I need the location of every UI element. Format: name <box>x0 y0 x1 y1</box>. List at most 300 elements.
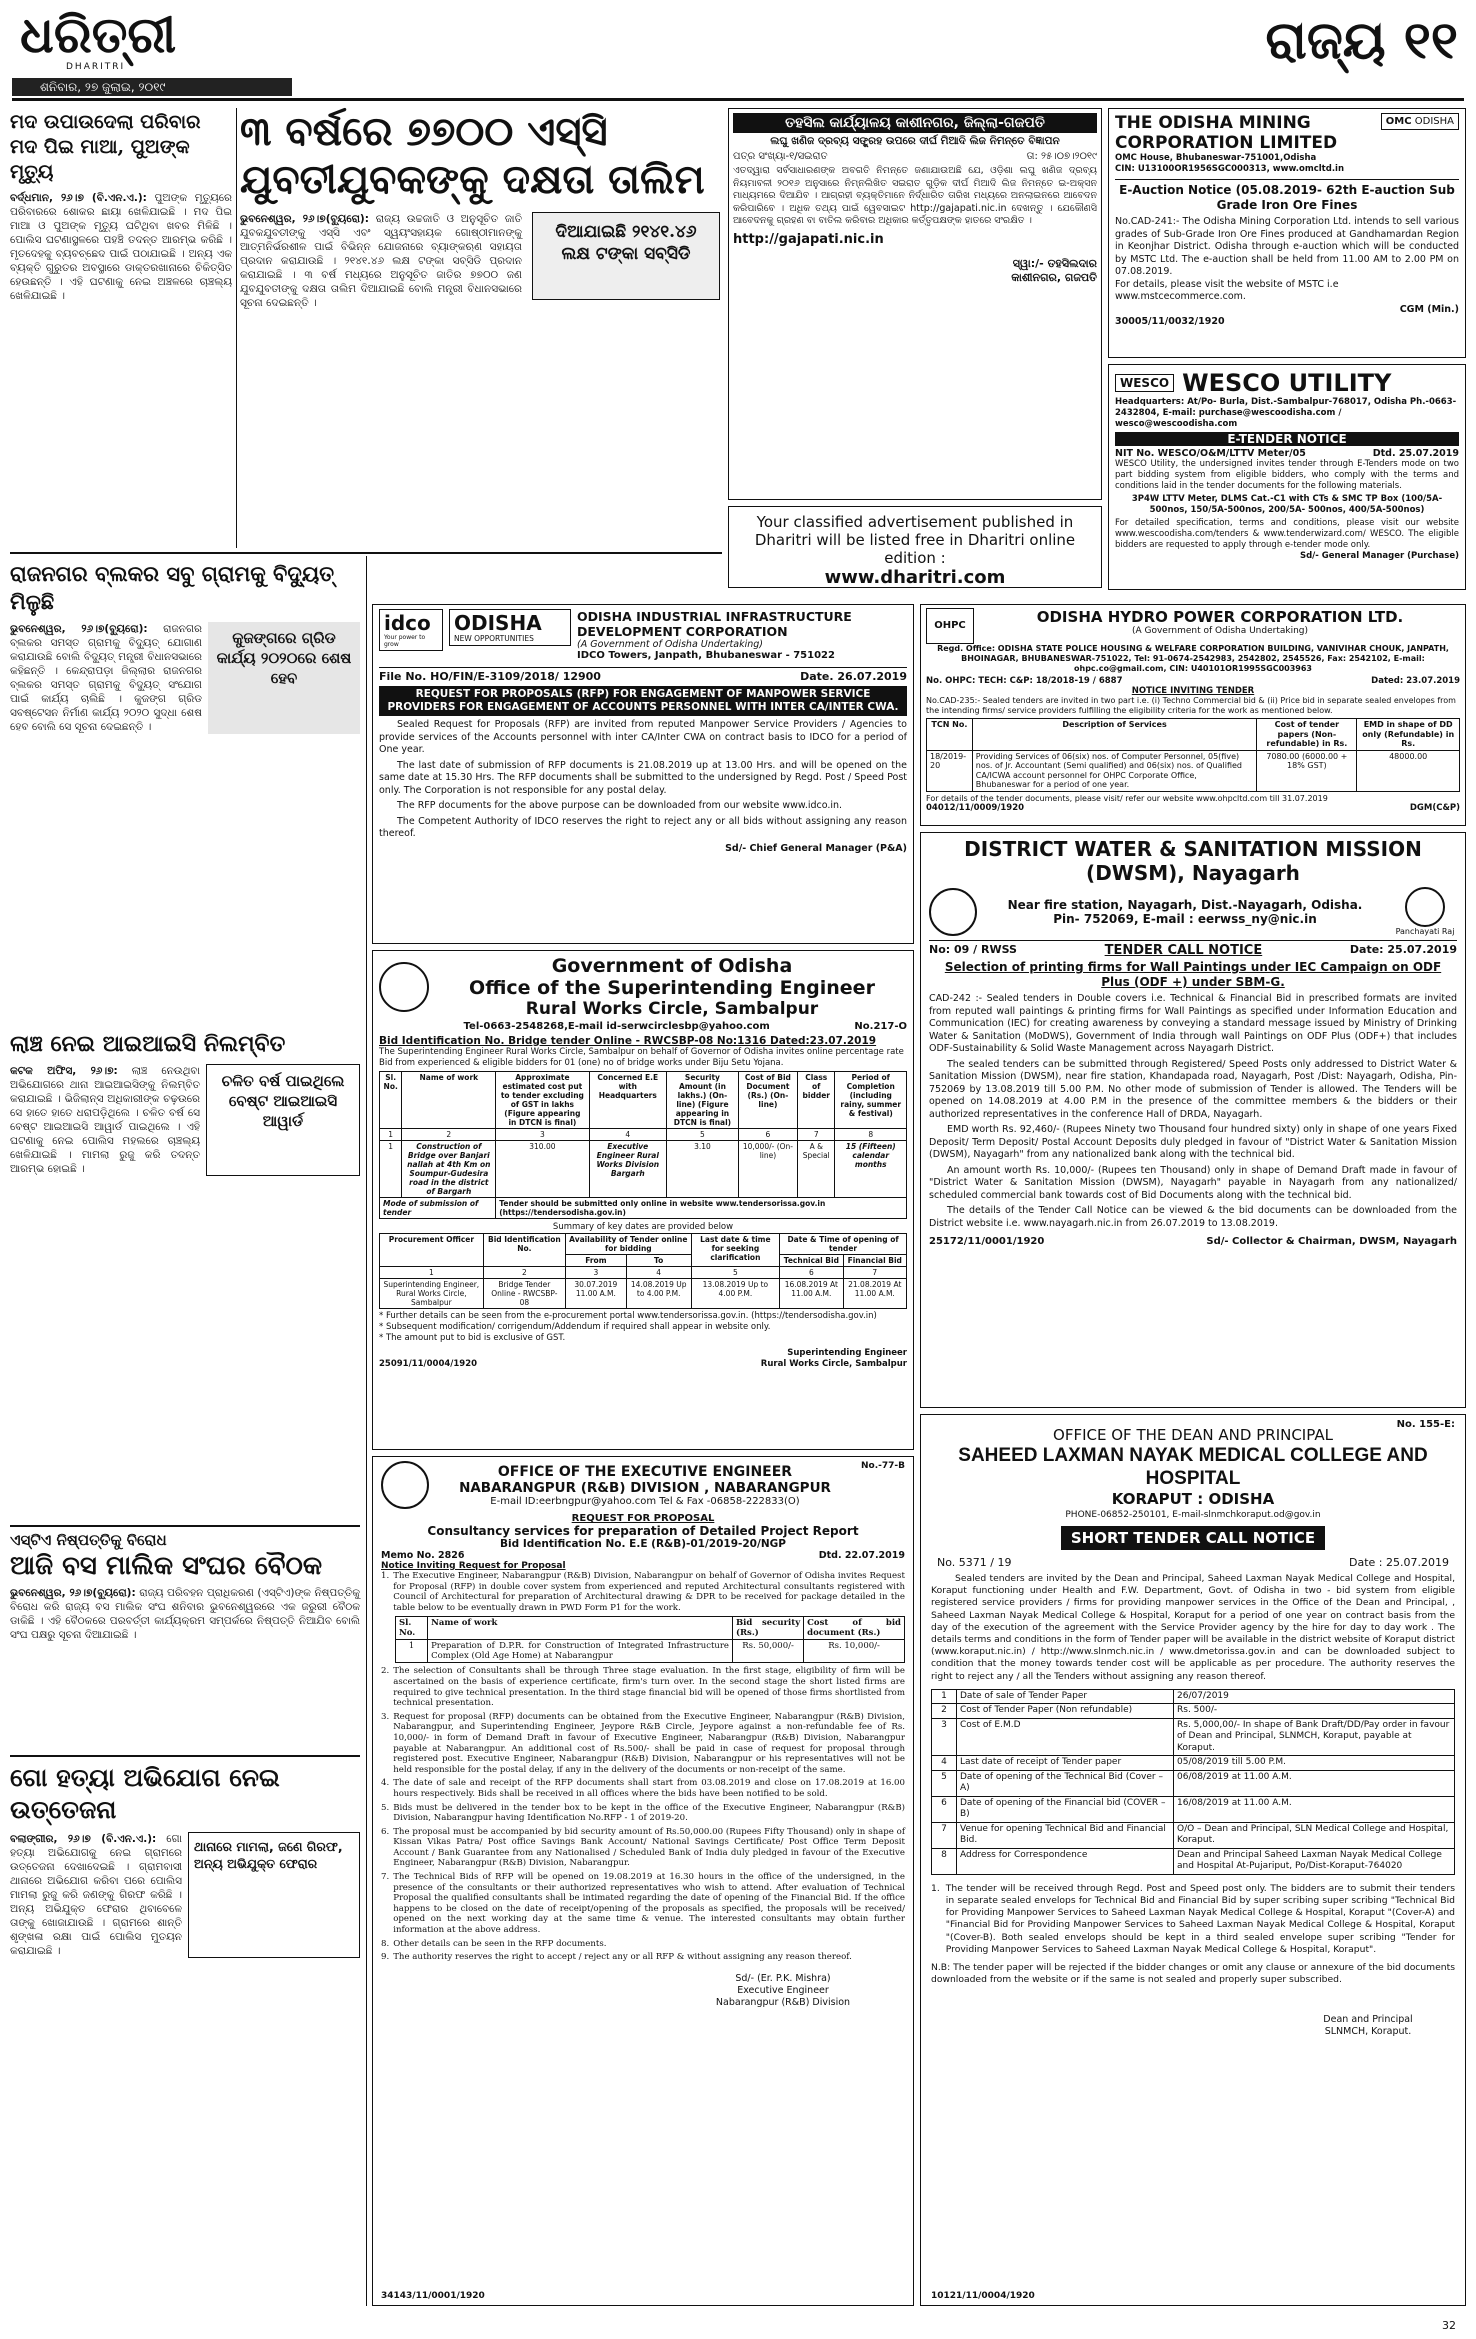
ad-nb: N.B: The tender paper will be rejected if the bidder changes or omit any clause or annexure of the bid documents downloaded from the website or if the same is not sealed and properly super subscribed. <box>931 1962 1455 1986</box>
article-text: ରାଜ୍ୟ ପରିବହନ ପ୍ରାଧିକରଣ (ଏସ୍‌ଟିଏ)ଙ୍କ ନିଷ୍ପତ୍ତିକୁ ବିରୋଧ କରି ରାଜ୍ୟ ବସ ମାଲିକ ସଂଘ ଶନିବାର ଭୁବନେଶ୍ୱରରେ ଏକ ଜରୁରୀ ବୈଠକ ଡାକିଛି । ଏହି ବୈଠକରେ ପରବର୍ତ୍ତୀ କାର୍ଯ୍ୟକ୍ରମ ସମ୍ପର୍କରେ ନିଷ୍ପତ୍ତି ନିଆଯିବ ବୋଲି ସଂଘ ପକ୍ଷରୁ ସୂଚନା ଦିଆଯାଇଛି । <box>10 1587 361 1641</box>
article-dateline: ଭୁବନେଶ୍ୱର, ୨୬।୭(ବ୍ୟୁରୋ): <box>10 1587 136 1599</box>
table-col-number-row <box>380 1129 907 1141</box>
ad-signatory-2: SLNMCH, Koraput. <box>1324 2026 1412 2038</box>
ad-para-1: The Executive Engineer, Nabarangpur (R&B) Division, Nabarangpur on behalf of Governor of Odisha invites Request for Proposal (RFP) in double cover system from experienced and reputed Architectural consultants registered with Council of Architectural for preparation of Architectural drawing & DPR to be received for package detailed in the table below to be eventually drawn in PWD Form P1 for the work. <box>393 1571 905 1613</box>
classified-url[interactable]: www.dharitri.com <box>824 567 1006 588</box>
table-header-row <box>927 719 1460 751</box>
ad-body: No.CAD-241:- The Odisha Mining Corporation Ltd. intends to sell various grades of Sub-Grade Iron Ore Fines produced at Gandhamardan Region in Keonjhar District. Odisha through e-auction which will be conducted by MSTC Ltd. The e-auction shall be held from 11.00 AM to 2.00 PM on 07.08.2019. <box>1115 216 1459 277</box>
ad-title-2: NABARANGPUR (R&B) DIVISION , NABARANGPUR <box>459 1479 831 1496</box>
ad-code-row <box>929 1236 1457 1247</box>
government-emblem-icon <box>379 962 429 1012</box>
ad-bid-id: Bid Identification No. Bridge tender Online - RWCSBP-08 No:1316 Dated:23.07.2019 <box>379 1035 877 1047</box>
ad-bid-id: Bid Identification No. E.E (R&B)-01/2019-20/NGP <box>500 1538 786 1550</box>
ad-code-row <box>926 803 1460 813</box>
table-cell: 6 <box>738 1129 797 1141</box>
ad-subject: Selection of printing firms for Wall Paintings under IEC Campaign on ODF Plus (ODF +) under SBM-G. <box>944 960 1442 989</box>
table-row <box>932 1770 1455 1796</box>
ad-signatory-3: Nabarangpur (R&B) Division <box>715 1996 851 2008</box>
table-cell: Preparation of D.P.R. for Construction of Integrated Infrastructure Complex (Old Age Home) at Nabarangpur <box>428 1640 733 1663</box>
table-header: Availability of Tender online for bidding <box>565 1234 691 1255</box>
masthead-logo <box>20 5 177 80</box>
table-cell: Executive Engineer Rural Works Division Bargarh <box>589 1141 667 1198</box>
table-cell: 16/08/2019 at 11.00 A.M. <box>1174 1796 1455 1822</box>
odisha-logo-tag: NEW OPPORTUNITIES <box>454 634 534 643</box>
ad-subject: Consultancy services for preparation of Detailed Project Report <box>427 1524 859 1538</box>
ad-omc <box>1108 108 1466 358</box>
slnmch-table <box>931 1689 1455 1875</box>
ad-title-1: OFFICE OF THE DEAN AND PRINCIPAL <box>1053 1426 1333 1444</box>
numbered-para: 2. The selection of Consultants shall be through Three stage evaluation. In the first stage, eligibility of firm will be ascertained on the basis of experience certificate, firm's turn over. In the second stage the short listed firms are required to give technical presentation. In the third stage financial bid will be opened of those firms shortlisted from technical presentation. <box>381 1666 905 1709</box>
ad-nabarangpur-rb <box>372 1456 914 2306</box>
table-header: Date & Time of opening of tender <box>780 1234 907 1255</box>
table-header-row <box>396 1617 905 1640</box>
article-text: ଲାଞ୍ଚ ନେଉଥିବା ଅଭିଯୋଗରେ ଥାନା ଆଇଆଇସିଙ୍କୁ ନିଲମ୍ବିତ କରାଯାଇଛି । ଭିଜିଲାନ୍ସ ଅଧିକାରୀଙ୍କ ଚଢ଼ଉରେ ସେ ହାତେ ହାତେ ଧରାପଡ଼ିଥିଲେ । ଚଳିତ ବର୍ଷ ସେ ବେଷ୍ଟ ଆଇଆଇସି ଆୱାର୍ଡ ପାଇଥିଲେ । ଏହି ଘଟଣାକୁ ନେଇ ପୋଲିସ ମହଲରେ ଚାଞ୍ଚଲ୍ୟ ଖେଳିଯାଇଛି । ମାମଲା ରୁଜୁ କରି ତଦନ୍ତ ଆରମ୍ଭ ହୋଇଛି । <box>10 1065 200 1175</box>
article-headline: ମଦ ଉପାଉଦେଲା ପରିବାର ମଦ ପିଇ ମାଆ, ପୁଅଙ୍କ ମୃତ୍ୟୁ <box>10 111 201 183</box>
table-cell: Last date of receipt of Tender paper <box>957 1756 1174 1771</box>
ad-signatory: Sd/- Collector & Chairman, DWSM, Nayagarh <box>1206 1236 1457 1247</box>
ad-title-3: KORAPUT : ODISHA <box>1111 1490 1275 1508</box>
ad-title: ODISHA INDUSTRIAL INFRASTRUCTURE DEVELOPMENT CORPORATION <box>577 609 852 639</box>
ad-note: The tender will be received through Regd. Post and Speed post only. The bidders are to submit their tenders in separate sealed envelops for Technical Bid and Financial Bid by super scribing super scribing "Technical Bid for Providing Manpower Services to Saheed Laxman Nayak Medical College & Hospital, Koraput "(Cover-A) and "Financial Bid for Providing Manpower Services to Saheed Laxman Nayak Medical College & Hospital, Koraput "(Cover-B). Both sealed envelops should be kept in a third sealed envelope super scribing "Tender for Providing Manpower Services to Saheed Laxman Nayak Medical College & Hospital, Koraput". <box>945 1882 1455 1955</box>
ad-idco <box>372 604 914 944</box>
table-header: Sl. No. <box>396 1617 428 1640</box>
article-callout <box>188 1832 360 1958</box>
ad-para-2: The last date of submission of RFP documents is 21.08.2019 up at 13.00 Hrs. and will be opened on the same date at 15.30 Hrs. The RFP documents shall be submitted to the undersigned by Regd. Post / Speed Post only. The Corporation is not responsible for any postal delay. <box>379 759 907 796</box>
masthead-rule <box>12 98 1464 101</box>
ad-note-3: * The amount put to bid is exclusive of GST. <box>379 1333 566 1343</box>
ad-slnmch-koraput <box>920 1414 1466 2306</box>
classified-text: Your classified advertisement published in Dharitri will be listed free in Dharitri online edition : <box>754 513 1076 567</box>
table-row <box>932 1718 1455 1756</box>
ad-office: କାଶୀନଗର, ଗଜପତି <box>1011 270 1097 284</box>
ad-address: Headquarters: At/Po- Burla, Dist.-Sambalpur-768017, Odisha Ph.-0663-2432804, E-mail: purchase@wescoodisha.com / wesco@wescoodisha.com <box>1115 397 1457 429</box>
article-text: ରାଜନଗର ବ୍ଲକର ସମସ୍ତ ଗ୍ରାମକୁ ବିଦ୍ୟୁତ୍ ଯୋଗାଣ କରାଯାଉଛି ବୋଲି ବିଦ୍ୟୁତ୍ ମନ୍ତ୍ରୀ ବିଧାନସଭାରେ କହିଛନ୍ତି । କେନ୍ଦ୍ରାପଡ଼ା ଜିଲ୍ଲାର ରାଜନଗର ବ୍ଲକର ସମସ୍ତ ଗ୍ରାମକୁ ବିଦ୍ୟୁତ୍ ସଂଯୋଗ ପାଇଁ କାର୍ଯ୍ୟ ଚାଲିଛି । କୁଜଙ୍ଗ ଗ୍ରିଡ ସବଷ୍ଟେସନ ନିର୍ମାଣ କାର୍ଯ୍ୟ ୨୦୨୦ ସୁଦ୍ଧା ଶେଷ ହେବ ବୋଲି ସେ ସୂଚନା ଦେଇଛନ୍ତି । <box>10 623 202 733</box>
ad-para-6: The proposal must be accompanied by bid security amount of Rs.50,000.00 (Rupees Fifty Thousand) only in shape of Kissan Vikas Patra/ Post office Savings Bank Account/ National Savings Certificate/ Post Office Term Deposit Account / Bank Guarantee from any Nationalised / Scheduled Bank of India duly pledged in favour of the Executive Engineer, Nabarangpur (R&B) Division, Nabarangpur. <box>393 1826 905 1869</box>
article-liquor-deaths <box>10 110 232 550</box>
ad-contact-row <box>379 1021 907 1032</box>
table-header: Cost of bid document (Rs.) <box>804 1617 905 1640</box>
article-sc-skill-training <box>240 108 720 548</box>
ad-no: No. 155-E: <box>1396 1419 1455 1430</box>
rwc-work-table <box>379 1071 907 1219</box>
table-cell: Rs. 10,000/- <box>804 1640 905 1663</box>
ad-band: REQUEST FOR PROPOSALS (RFP) FOR ENGAGEMENT OF MANPOWER SERVICE PROVIDERS FOR ENGAGEMENT OF ACCOUNTS PERSONNEL WITH INTER CA/INTER CWA. <box>379 686 907 716</box>
article-callout: ଦିଆଯାଇଛି ୨୧୪୧.୪୬ ଲକ୍ଷ ଟଙ୍କା ସବ୍‌ସିଡି <box>532 212 720 300</box>
table-cell: Rs. 5,000,00/- In shape of Bank Draft/DD/Pay order in favour of Dean and Principal, SLNMCH, Koraput, payable at Koraput. <box>1174 1718 1455 1756</box>
ad-ref: ପତ୍ର ସଂଖ୍ୟା-୧/ସଇରାତ <box>733 151 828 162</box>
table-header: EMD in shape of DD only (Refundable) in Rs. <box>1357 719 1460 751</box>
ad-para-5: Bids must be delivered in the tender box to be kept in the office of the Executive Engineer, Nabarangpur (R&B) Division, Nabarangpur having Identification No.RFP - 1 of 2019-20. <box>393 1802 905 1824</box>
table-cell: 8 <box>932 1848 957 1874</box>
ad-title: ତହସିଲ କାର୍ଯ୍ୟାଳୟ କାଶୀନଗର, ଜିଲ୍ଲା-ଗଜପତି <box>733 113 1097 133</box>
date-bar: ଶନିବାର, ୨୭ ଜୁଲାଇ, ୨୦୧୯ <box>12 78 292 96</box>
article-text: ଗୋ ହତ୍ୟା ଅଭିଯୋଗକୁ ନେଇ ଗ୍ରାମରେ ଉତ୍ତେଜନା ଦେଖାଦେଇଛି । ଗ୍ରାମବାସୀ ଥାନାରେ ଅଭିଯୋଗ କରିବା ପରେ ପୋଲିସ ମାମଲା ରୁଜୁ କରି ଜଣଙ୍କୁ ଗିରଫ କରିଛି । ଅନ୍ୟ ଅଭିଯୁକ୍ତ ଫେରାର ଥିବାବେଳେ ତାଙ୍କୁ ଖୋଜାଯାଉଛି । ଗ୍ରାମରେ ଶାନ୍ତି ଶୃଙ୍ଖଳା ରକ୍ଷା ପାଇଁ ପୋଲିସ ମୁତୟନ କରାଯାଇଛି । <box>10 1833 182 1957</box>
ad-address: Regd. Office: ODISHA STATE POLICE HOUSING & WELFARE CORPORATION BUILDING, VANIVIHAR CHOUK, JANPATH, BHOINAGAR, BHUBANESWAR-751022, Tel: 91-0674-2542983, 2542802, 2545526, Fax: 2542102, E-mail: ohpc.co@gmail.com, CIN: U40101OR1995SGC003963 <box>937 644 1449 673</box>
rwc-dates-table <box>379 1233 907 1309</box>
numbered-para: 9. The authority reserves the right to accept / reject any or all RFP & without assigning any reason thereof. <box>381 1952 852 1963</box>
ad-title-2: SAHEED LAXMAN NAYAK MEDICAL COLLEGE AND HOSPITAL <box>958 1445 1428 1489</box>
ad-file-no: File No. HO/FIN/E-3109/2018/ 12900 <box>379 670 601 683</box>
ad-para-3: EMD worth Rs. 92,460/- (Rupees Ninety two Thousand four hundred sixty) only in shape of one years Fixed Deposit/ Term Deposit/ Postal Account Deposits duly pledged in favour of "District Water & Sanitation Mission (DWSM), Nayagarh" from any nationalized bank along with the technical bid. <box>929 1124 1457 1160</box>
article-cow-slaughter <box>10 1762 360 2302</box>
table-cell: Tender should be submitted only online in website www.tendersorissa.gov.in (https://tendersodisha.gov.in) <box>496 1198 907 1219</box>
table-header: Name of work <box>428 1617 733 1640</box>
ad-classified-promo <box>728 506 1102 588</box>
omc-logo <box>1381 113 1459 130</box>
ad-signatory: Sd/- General Manager (Purchase) <box>1299 551 1459 561</box>
logo-sub: DHARITRI <box>66 62 126 72</box>
table-cell: 7 <box>798 1129 835 1141</box>
ad-title: THE ODISHA MINING CORPORATION LIMITED <box>1115 113 1338 153</box>
table-cell: 8 <box>835 1129 907 1141</box>
article-body <box>10 622 202 734</box>
table-cell: 5 <box>691 1267 779 1279</box>
ad-notice-title: E-Auction Notice (05.08.2019- 62th E-auction Sub Grade Iron Ore Fines <box>1115 179 1459 213</box>
ad-date: Dated: 23.07.2019 <box>1371 676 1460 686</box>
ad-ref-row <box>733 151 1097 162</box>
ad-para-1: CAD-242 :- Sealed tenders in Double covers i.e. Technical & Financial Bid in prescribed formats are invited from reputed wall paintings & printing firms for Wall Paintings as specified under Information Education and Communication (IEC) for creating awareness by conveying a standard message issued by Ministry of Drinking Water & Sanitation (MoDWS), Government of India through wall Paintings on ODF Plus (ODF+) that includes ODF-Sustainability & Solid Waste Management across Nayagarh District. <box>929 993 1457 1054</box>
table-cell: O/O – Dean and Principal, SLN Medical College and Hospital, Koraput. <box>1174 1822 1455 1848</box>
table-cell: Address for Correspondence <box>957 1848 1174 1874</box>
ad-body <box>381 1571 905 1963</box>
table-cell: 7 <box>932 1822 957 1848</box>
table-cell: 05/08/2019 till 5.00 P.M. <box>1174 1756 1455 1771</box>
table-row <box>932 1704 1455 1719</box>
ad-code: 25172/11/0001/1920 <box>929 1236 1045 1247</box>
ad-date: Dtd. 22.07.2019 <box>818 1550 905 1561</box>
omc-logo-side: ODISHA <box>1414 116 1454 127</box>
article-callout: କୁଜଙ୍ଗରେ ଗ୍ରିଡ କାର୍ଯ୍ୟ ୨୦୨୦ରେ ଶେଷ ହେବ <box>208 622 360 734</box>
ad-para-7: The Technical Bids of RFP will be opened on 19.08.2019 at 16.30 hours in the office of the undersigned, in the presence of the consultants or their authorized representatives who wish to attend. After evaluation of Technical Proposal the qualified consultants shall be intimated regarding the date of opening of the Financial Bid. If the office happens to be closed on the date of receipt/opening of the proposals as specified, the proposals will be received/ opened on the next working day at the same time & venue. The interested consultants may obtain further information at the above address. <box>393 1872 905 1936</box>
numbered-para: 1. The tender will be received through Regd. Post and Speed post only. The bidders are to submit their tenders in separate sealed envelops for Technical Bid and Financial Bid by super scribing super scribing "Technical Bid for Providing Manpower Services to Saheed Laxman Nayak Medical College & Hospital, Koraput "(Cover-A) and "Financial Bid for Providing Manpower Services to Saheed Laxman Nayak Medical College & Hospital, Koraput "(Cover-B). Both sealed envelops should be kept in a third sealed envelope super scribing "Tender for Providing Manpower Services to Saheed Laxman Nayak Medical College & Hospital, Koraput". <box>931 1882 1455 1955</box>
ad-memo-row <box>381 1550 905 1561</box>
article-headline: ୩ ବର୍ଷରେ ୭୭୦୦ ଏସ୍‌ସି ଯୁବତୀଯୁବକଙ୍କୁ ଦକ୍ଷତା ତାଲିମ <box>240 108 705 203</box>
ad-address: Near fire station, Nayagarh, Dist.-Nayagarh, Odisha. <box>1007 897 1363 912</box>
article-headline: ଆଜି ବସ ମାଲିକ ସଂଘର ବୈଠକ <box>10 1551 323 1581</box>
ad-title: DISTRICT WATER & SANITATION MISSION (DWSM), Nayagarh <box>964 837 1422 885</box>
ad-para-5: The details of the Tender Call Notice can be viewed & the bid documents can be downloaded from the District website i.e. www.nayagarh.nic.in from 26.07.2019 to 13.08.2019. <box>929 1205 1457 1229</box>
panchayati-raj-icon <box>1405 887 1445 927</box>
article-headline: ରାଜନଗର ବ୍ଲକର ସବୁ ଗ୍ରାମକୁ ବିଦ୍ୟୁତ୍ ମିଳୁଛି <box>10 561 335 614</box>
table-cell: 310.00 <box>496 1141 589 1198</box>
ad-signature-block <box>1281 2014 1455 2038</box>
table-header: Technical Bid <box>780 1255 843 1267</box>
ad-tcn: No. OHPC: TECH: C&P: 18/2018-19 / 6887 <box>926 676 1123 686</box>
table-row <box>932 1796 1455 1822</box>
ad-address: IDCO Towers, Janpath, Bhubaneswar - 751022 <box>577 650 835 661</box>
ad-website-link[interactable]: http://gajapati.nic.in <box>733 231 884 247</box>
ad-summary-title: Summary of key dates are provided below <box>552 1222 734 1232</box>
ad-memo: Memo No. 2826 <box>381 1550 465 1561</box>
ad-nit-row <box>1115 448 1459 459</box>
column-divider <box>236 108 237 548</box>
table-row <box>396 1640 905 1663</box>
ad-band: SHORT TENDER CALL NOTICE <box>1061 1526 1325 1550</box>
government-emblem-icon <box>929 888 977 936</box>
ad-code: 04012/11/0009/1920 <box>926 802 1025 813</box>
table-cell: Providing Services of 06(six) nos. of Computer Personnel, 05(five) nos. of Jr. Accountant (Semi qualified) and 06(six) nos. of Qualified CA/ICWA account personnel for OHPC Corporate Office, Bhubaneswar for a period of one year. <box>972 750 1257 791</box>
table-col-number-row <box>380 1267 907 1279</box>
ad-code-row <box>379 1359 907 1369</box>
ad-pin: Pin- 752069, E-mail : eerwss_ny@nic.in <box>1053 911 1317 926</box>
table-header: To <box>626 1255 691 1267</box>
ad-no: No: 09 / RWSS <box>929 943 1017 956</box>
ad-rfp-label: REQUEST FOR PROPOSAL <box>571 1513 715 1524</box>
table-cell: 1 <box>396 1640 428 1663</box>
table-cell: 3.10 <box>667 1141 739 1198</box>
ad-footer: For details of the tender documents, please visit/ refer our website www.ohpcltd.com till 31.07.2019 <box>926 793 1328 803</box>
ad-notice: NOTICE INVITING TENDER <box>1131 686 1255 696</box>
table-cell: Superintending Engineer, Rural Works Circle, Sambalpur <box>380 1279 484 1309</box>
ad-signatory-1: Superintending Engineer <box>787 1348 907 1358</box>
table-header: Procurement Officer <box>380 1234 484 1267</box>
ad-material: 3P4W LTTV Meter, DLMS Cat.-C1 with CTs & SMC TP Box (100/5A- 500nos, 150/5A-500nos, 200/5A- 500nos, 400/5A-500nos) <box>1131 494 1443 515</box>
table-cell: 5 <box>667 1129 739 1141</box>
table-cell: Construction of Bridge over Banjari nallah at 4th Km on Soumpur-Gudesira road in the district of Bargarh <box>402 1141 496 1198</box>
ad-notice: Notice Inviting Request for Proposal <box>381 1561 566 1571</box>
page-section-title: ରାଜ୍ୟ ୧୧ <box>1265 10 1458 71</box>
odisha-logo <box>449 609 571 646</box>
table-header: Class of bidder <box>798 1072 835 1129</box>
table-cell: A & Special <box>798 1141 835 1198</box>
article-headline: ଗୋ ହତ୍ୟା ଅଭିଯୋଗ ନେଇ ଉତ୍ତେଜନା <box>10 1763 280 1824</box>
ohpc-table <box>926 718 1460 792</box>
nabarangpur-table <box>395 1616 905 1663</box>
table-header: Name of work <box>402 1072 496 1129</box>
page-number: 32 <box>1442 2319 1456 2332</box>
callout-line-2: ଅନ୍ୟ ଅଭିଯୁକ୍ତ ଫେରାର <box>194 1856 318 1871</box>
table-cell: 10,000/- (On-line) <box>738 1141 797 1198</box>
table-cell: Cost of Tender Paper (Non refundable) <box>957 1704 1174 1719</box>
table-cell: 2 <box>402 1129 496 1141</box>
table-row <box>932 1822 1455 1848</box>
article-bus-owners-meeting <box>10 1530 360 1730</box>
table-cell: 30.07.2019 11.00 A.M. <box>565 1279 626 1309</box>
table-cell: 3 <box>932 1718 957 1756</box>
table-cell: 13.08.2019 Up to 4.00 P.M. <box>691 1279 779 1309</box>
ohpc-logo: OHPC <box>926 608 974 644</box>
ad-ref-no: No. 5371 / 19 <box>937 1556 1012 1569</box>
ad-title-1: Government of Odisha <box>551 955 793 977</box>
ad-body: Sealed tenders are invited by the Dean and Principal, Saheed Laxman Nayak Medical College and Hospital, Koraput functioning under Health and F.W. Department, Govt. of Odisha in two - bid system from eligible registered service providers / firms for providing manpower services in the Office of the Dean and Principal, , Saheed Laxman Nayak Medical College & Hospital, Koraput for a period of one year on contract basis from the day of the execution of the agreement with the Service Provider agency by the hire for day to day work . The details terms and conditions in the form of Tender paper will be available in the district website of Koraput district (www.koraput.nic.in) / http://www.slnmch.nic.in / www.dmetorissa.gov.in and can be downloaded subject to condition that the money towards tender cost will be applicable as per procedure. The authority reserves the right to reject any / all the Tenders without assigning any reason thereof. <box>931 1573 1455 1682</box>
article-dateline: ବଲାଙ୍ଗୀର, ୨୬।୭ (ବି.ଏନ.ଏ.): <box>10 1833 157 1845</box>
ad-signatory: Sd/- Chief General Manager (P&A) <box>725 842 907 854</box>
table-row <box>380 1198 907 1219</box>
ad-date: Date. 26.07.2019 <box>800 670 907 683</box>
ad-file-row <box>379 667 907 683</box>
ad-title-3: Rural Works Circle, Sambalpur <box>525 999 819 1019</box>
table-cell: 3 <box>565 1267 626 1279</box>
logo-text: ଧରିତ୍ରୀ <box>20 5 177 64</box>
table-cell: 3 <box>496 1129 589 1141</box>
table-cell: 7080.00 (6000.00 + 18% GST) <box>1257 750 1357 791</box>
table-row <box>927 750 1460 791</box>
ad-signatory: CGM (Min.) <box>1399 303 1459 315</box>
numbered-para: 6. The proposal must be accompanied by bid security amount of Rs.50,000.00 (Rupees Fifty Thousand) only in shape of Kissan Vikas Patra/ Post office Savings Bank Account/ National Savings Certificate/ Post Office Term Deposit Account / Bank Guarantee from any Nationalised / Scheduled Bank of India duly pledged in favour of the Executive Engineer, Nabarangpur (R&B) Division, Nabarangpur. <box>381 1826 905 1869</box>
callout-line-1: ଥାନାରେ ମାମଲା, ଜଣେ ଗିରଫ, <box>194 1839 343 1854</box>
ad-contact: PHONE-06852-250101, E-mail-slnmchkoraput.od@gov.in <box>1065 1510 1321 1520</box>
ad-title: ODISHA HYDRO POWER CORPORATION LTD. <box>1036 608 1404 626</box>
article-body <box>10 191 232 303</box>
article-dateline: କଟକ ଅଫିସ, ୨୬।୭: <box>10 1065 118 1077</box>
table-cell: 16.08.2019 At 11.00 A.M. <box>780 1279 843 1309</box>
table-header-row <box>380 1072 907 1129</box>
table-cell: 4 <box>589 1129 667 1141</box>
table-cell: 1 <box>932 1689 957 1704</box>
ad-address: OMC House, Bhubaneswar-751001,Odisha <box>1115 153 1317 163</box>
table-cell: 2 <box>483 1267 565 1279</box>
ad-ohpc <box>920 604 1466 826</box>
article-dateline: ଭୁବନେଶ୍ୱର, ୨୬।୭(ବ୍ୟୁରୋ): <box>240 213 369 225</box>
idco-logo-text: idco <box>384 611 431 635</box>
panchayati-raj-logo <box>1393 887 1457 936</box>
ad-code: 30005/11/0032/1920 <box>1115 316 1225 327</box>
table-header: Bid security (Rs.) <box>732 1617 803 1640</box>
numbered-para: 3. Request for proposal (RFP) documents can be obtained from the Executive Engineer, Nabarangpur (R&B) Division, Nabarangpur, and Superintending Engineer, Jeypore R&B Circle, Jeypore against a non-refundable fee of Rs. 10,000/- in form of Demand Draft in favour of Executive Engineer, Nabarangpur (R&B) Division, Nabarangpur payable at Nabarangpur. An additional cost of Rs.500/- shall be paid in case of request for proposal through registered post. Executive Engineer, Nabarangpur (R&B) Division, Nabarangpur or his representatives will not be held responsible for the postal delay, if any in the delivery of the documents or non-receipt of the same. <box>381 1711 905 1775</box>
table-cell: 4 <box>932 1756 957 1771</box>
table-row <box>932 1848 1455 1874</box>
table-cell: Venue for opening Technical Bid and Financial Bid. <box>957 1822 1174 1848</box>
table-row <box>380 1279 907 1309</box>
table-cell: Cost of E.M.D <box>957 1718 1174 1756</box>
ad-signature-block <box>661 1973 905 2009</box>
ad-dwsm-nayagarh <box>920 832 1466 1408</box>
table-row <box>380 1141 907 1198</box>
ad-ref-row <box>937 1556 1449 1569</box>
logo-label: Panchayati Raj <box>1395 927 1455 936</box>
ad-no: No.217-O <box>854 1021 907 1032</box>
table-cell: Bridge Tender Online - RWCSBP-08 <box>483 1279 565 1309</box>
table-header: Security Amount (in lakhs.) (On-line) (Figure appearing in DTCN is final) <box>667 1072 739 1129</box>
table-header: TCN No. <box>927 719 973 751</box>
numbered-para: 5. Bids must be delivered in the tender box to be kept in the office of the Executive Engineer, Nabarangpur (R&B) Division, Nabarangpur having Identification No.RFP - 1 of 2019-20. <box>381 1802 905 1824</box>
odisha-logo-text: ODISHA <box>454 611 542 635</box>
numbered-para: 8. Other details can be seen in the RFP documents. <box>381 1938 607 1949</box>
article-headline: ଲାଞ୍ଚ ନେଇ ଆଇଆଇସି ନିଲମ୍ବିତ <box>10 1031 286 1057</box>
table-cell: Date of opening of the Technical Bid (Cover –A) <box>957 1770 1174 1796</box>
article-dateline: ବର୍ଦ୍ଧମାନ, ୨୬।୭ (ବି.ଏନ.ଏ.): <box>10 192 147 204</box>
article-text: ରାଜ୍ୟ ଉଚ୍ଚଜାତି ଓ ଅନୁସୂଚିତ ଜାତି ଯୁବକଯୁବତୀଙ୍କୁ ଏସ୍‌ସି ଏବଂ ସ୍ୱୟଂସହାୟକ ଗୋଷ୍ଠୀମାନଙ୍କୁ ଆତ୍ମନିର୍ଭରଶୀଳ ପାଇଁ ବିଭିନ୍ନ ଯୋଜନାରେ ବ୍ୟାଙ୍କଋଣ ସହାୟତା ପ୍ରଦାନ କରାଯାଉଛି । ୨୧୪୧.୪୬ ଲକ୍ଷ ଟଙ୍କା ସବ୍‌ସିଡି ପ୍ରଦାନ କରାଯାଇଛି । ୩ ବର୍ଷ ମଧ୍ୟରେ ଅନୁସୂଚିତ ଜାତିର ୭୭୦୦ ଜଣ ଯୁବଯୁବତୀଙ୍କୁ ଦକ୍ଷତା ତାଲିମ ଦିଆଯାଇଛି ବୋଲି ମନ୍ତ୍ରୀ ବିଧାନସଭାରେ ସୂଚନା ଦେଇଛନ୍ତି । <box>240 213 523 309</box>
table-header: Sl. No. <box>380 1072 402 1129</box>
table-cell: 06/08/2019 at 11.00 A.M. <box>1174 1770 1455 1796</box>
table-header: Last date & time for seeking clarification <box>691 1234 779 1267</box>
table-header: Cost of Bid Document (Rs.) (On-line) <box>738 1072 797 1129</box>
ad-para-4: The Competent Authority of IDCO reserves the right to reject any or all bids without assigning any reason thereof. <box>379 815 907 839</box>
table-header: Financial Bid <box>843 1255 906 1267</box>
table-header: From <box>565 1255 626 1267</box>
idco-logo <box>379 609 443 651</box>
table-cell: 1 <box>380 1129 402 1141</box>
ad-subtitle: ଲଘୁ ଖଣିଜ ଦ୍ରବ୍ୟ ସଙ୍ଗ୍ରହ ଉପରେ ଦୀର୍ଘ ମିଆଦି ଲିଜ ନିମନ୍ତେ ବିଜ୍ଞାପନ <box>770 135 1060 147</box>
ad-signatory-1: Sd/- (Er. P.K. Mishra) <box>735 1972 831 1984</box>
ad-subtitle: (A Government of Odisha Undertaking) <box>1131 626 1309 636</box>
table-header: Period of Completion (including rainy, summer & festival) <box>835 1072 907 1129</box>
article-dateline: ଭୁବନେଶ୍ୱର, ୨୬।୭(ବ୍ୟୁରୋ): <box>10 623 148 635</box>
column-divider <box>366 556 367 2306</box>
table-cell: 1 <box>380 1267 484 1279</box>
ad-signatory: ସ୍ୱା:/- ତହସିଲଦାର <box>1012 256 1097 270</box>
ad-note-2: * Subsequent modification/ corrigendum/Addendum if required shall appear in website only. <box>379 1322 771 1332</box>
ad-body: No.CAD-235:- Sealed tenders are invited in two part i.e. (i) Techno Commercial bid & (ii) Price bid in separate sealed envelopes from the intending firms/ service providers fulfilling the eligibility criteria for the work as mentioned below. <box>926 696 1456 715</box>
ad-code: 25091/11/0004/1920 <box>379 1359 478 1369</box>
table-cell: 21.08.2019 At 11.00 A.M. <box>843 1279 906 1309</box>
table-cell: 14.08.2019 Up to 4.00 P.M. <box>626 1279 691 1309</box>
table-header-row <box>380 1234 907 1255</box>
ad-para-2: The sealed tenders can be submitted through Registered/ Speed Posts only addressed to District Water & Sanitation Mission (DWSM), near fire station, Khandapada road, Nayagarh, Post /Dist: Nayagarh, Odisha, Pin-752069 by 13.08.2019 till 5.00 P.M. No other mode of submission of Tender is allowed. The Tenders will be opened on 14.08.2019 at 4.00 P.M in the presence of the committee members & the bidders or their authorized representatives in the conference Hall of DRDA, Nayagarh. <box>929 1058 1457 1120</box>
table-cell: Mode of submission of tender <box>380 1198 496 1219</box>
ad-cin: CIN: U13100OR1956SGC000313, www.omcltd.in <box>1115 164 1345 174</box>
ad-para-4: The date of sale and receipt of the RFP documents shall start from 03.08.2019 and close on 17.08.2019 at 16.00 hours respectively. Bids shall be received in all offices where the bids have been notified to be sold. <box>393 1778 905 1799</box>
ad-contact: E-mail ID:eerbngpur@yahoo.com Tel & Fax -06858-222833(O) <box>490 1495 800 1507</box>
ad-code: 34143/11/0001/1920 <box>381 2291 485 2301</box>
ad-signatory-2: Executive Engineer <box>737 1984 829 1996</box>
article-callout: ଚଳିତ ବର୍ଷ ପାଇଥିଲେ ବେଷ୍ଟ ଆଇଆଇସି ଆୱାର୍ଡ <box>206 1064 360 1176</box>
article-body <box>10 1832 182 1958</box>
table-cell: 48000.00 <box>1357 750 1460 791</box>
ad-title: WESCO UTILITY <box>1182 369 1392 397</box>
table-header: Bid Identification No. <box>483 1234 565 1267</box>
table-row <box>932 1756 1455 1771</box>
ad-para-3: Request for proposal (RFP) documents can be obtained from the Executive Engineer, Nabarangpur (R&B) Division, Nabarangpur, and Superintending Engineer, Jeypore R&B Circle, Jeypore against a non-refundable fee of Rs. 10,000/- in form of Demand Draft in favour of Executive Engineer, Nabarangpur (R&B) Division, Nabarangpur payable at Nabarangpur. An additional cost of Rs.500/- shall be paid in case of request for proposal through registered post. Executive Engineer, Nabarangpur (R&B) Division, Nabarangpur or his representatives will not be held responsible for the postal delay, if any in the delivery of the documents or non-receipt of the same. <box>393 1711 905 1775</box>
ad-signatory-2: Rural Works Circle, Sambalpur <box>760 1359 907 1369</box>
section-divider <box>10 1525 360 1527</box>
ad-signatory-1: Dean and Principal <box>1323 2014 1413 2026</box>
table-cell: Rs. 50,000/- <box>732 1640 803 1663</box>
government-emblem-icon <box>381 1461 429 1509</box>
ad-date: Date: 25.07.2019 <box>1349 943 1457 956</box>
ad-notice: TENDER CALL NOTICE <box>1104 943 1263 958</box>
ad-title-2: Office of the Superintending Engineer <box>469 977 875 999</box>
ad-nit: NIT No. WESCO/O&M/LTTV Meter/05 <box>1115 448 1306 459</box>
table-header: Cost of tender papers (Non-refundable) in Rs. <box>1257 719 1357 751</box>
table-header: Approximate estimated cost put to tender excluding of GST in lakhs (Figure appearing in DTCN is final) <box>496 1072 589 1129</box>
ad-tcn-row <box>926 676 1460 686</box>
ad-wesco <box>1108 364 1466 590</box>
table-cell: 6 <box>932 1796 957 1822</box>
ad-code: 10121/11/0004/1920 <box>931 2291 1035 2301</box>
ad-para-2: The selection of Consultants shall be through Three stage evaluation. In the first stage, eligibility of firm will be ascertained on the basis of experience certificate, firm's turn over. In the second stage the short listed firms are required to give technical presentation. In the third stage financial bid will be opened of those firms shortlisted from technical presentation. <box>393 1666 905 1709</box>
section-divider <box>10 1755 360 1757</box>
omc-logo-text: OMC <box>1385 116 1412 127</box>
article-body <box>10 1586 360 1642</box>
numbered-para: 7. The Technical Bids of RFP will be opened on 19.08.2019 at 16.30 hours in the office of the undersigned, in the presence of the consultants or their authorized representatives who wish to attend. After evaluation of Technical Proposal the qualified consultants shall be intimated regarding the date of opening of the Financial Bid. If the office happens to be closed on the date of receipt/opening of the proposals as specified, the proposals will be received/ opened on the next working day at the same time & venue. The interested consultants may obtain further information at the above address. <box>381 1872 905 1936</box>
numbered-para: 4. The date of sale and receipt of the RFP documents shall start from 03.08.2019 and close on 17.08.2019 at 16.00 hours respectively. Bids shall be received in all offices where the bids have been notified to be sold. <box>381 1778 905 1799</box>
ad-nit-date: Dtd. 25.07.2019 <box>1372 448 1459 459</box>
ad-body: WESCO Utility, the undersigned invites tender through E-Tenders mode on two part bidding system from eligible bidders, who comply with the terms and conditions laid in the tender documents for the following materials. <box>1115 459 1459 491</box>
numbered-para: 1. The Executive Engineer, Nabarangpur (R&B) Division, Nabarangpur on behalf of Governor of Odisha invites Request for Proposal (RFP) in double cover system from experienced and reputed Architectural consultants registered with Council of Architectural for preparation of Architectural drawing & DPR to be received for package detailed in the table below to be eventually drawn in PWD Form P1 for the work. <box>381 1571 905 1613</box>
wesco-logo: WESCO <box>1115 374 1174 392</box>
article-rajnagar-electricity <box>10 560 360 1000</box>
table-header: Description of Services <box>972 719 1257 751</box>
ad-para-3: The RFP documents for the above purpose can be downloaded from our website www.idco.in. <box>397 800 843 811</box>
table-cell: Rs. 500/- <box>1174 1704 1455 1719</box>
article-body <box>240 212 522 310</box>
table-cell: Dean and Principal Saheed Laxman Nayak Medical College and Hospital At-Pujariput, Po/Dist-Koraput-764020 <box>1174 1848 1455 1874</box>
ad-para-1: Sealed Request for Proposals (RFP) are invited from reputed Manpower Service Providers / Agencies to provide services of the Accounts personnel with inter CA/Inter CWA on contract basis to IDCO for a period of One year. <box>379 719 907 755</box>
page-footer <box>0 2313 1476 2339</box>
table-cell: 15 (Fifteen) calendar months <box>835 1141 907 1198</box>
table-cell: Date of sale of Tender Paper <box>957 1689 1174 1704</box>
ad-ref-date: Date : 25.07.2019 <box>1349 1556 1449 1569</box>
article-body <box>10 1064 200 1176</box>
table-cell: 6 <box>780 1267 843 1279</box>
ad-para-4: An amount worth Rs. 10,000/- (Rupees ten Thousand) only in shape of Demand Draft made in favour of "District Water & Sanitation Mission (DWSM), Nayagarh" payable in Nayagarh from any nationalized/ scheduled commercial bank towards cost of Bid Documents along with the technical bid. <box>929 1164 1457 1201</box>
ad-subtitle: (A Government of Odisha Undertaking) <box>577 639 763 650</box>
article-kicker: ଏସ୍‌ଟିଏ ନିଷ୍ପତ୍ତିକୁ ବିରୋଧ <box>10 1531 167 1549</box>
ad-intro: The Superintending Engineer Rural Works Circle, Sambalpur on behalf of Governor of Odisha invites online percentage rate Bid from experienced & eligible bidders for 01 (one) no of bridge works under Biju Setu Yojana. <box>379 1047 904 1068</box>
table-cell: 7 <box>843 1267 906 1279</box>
article-iic-suspended <box>10 1030 360 1450</box>
